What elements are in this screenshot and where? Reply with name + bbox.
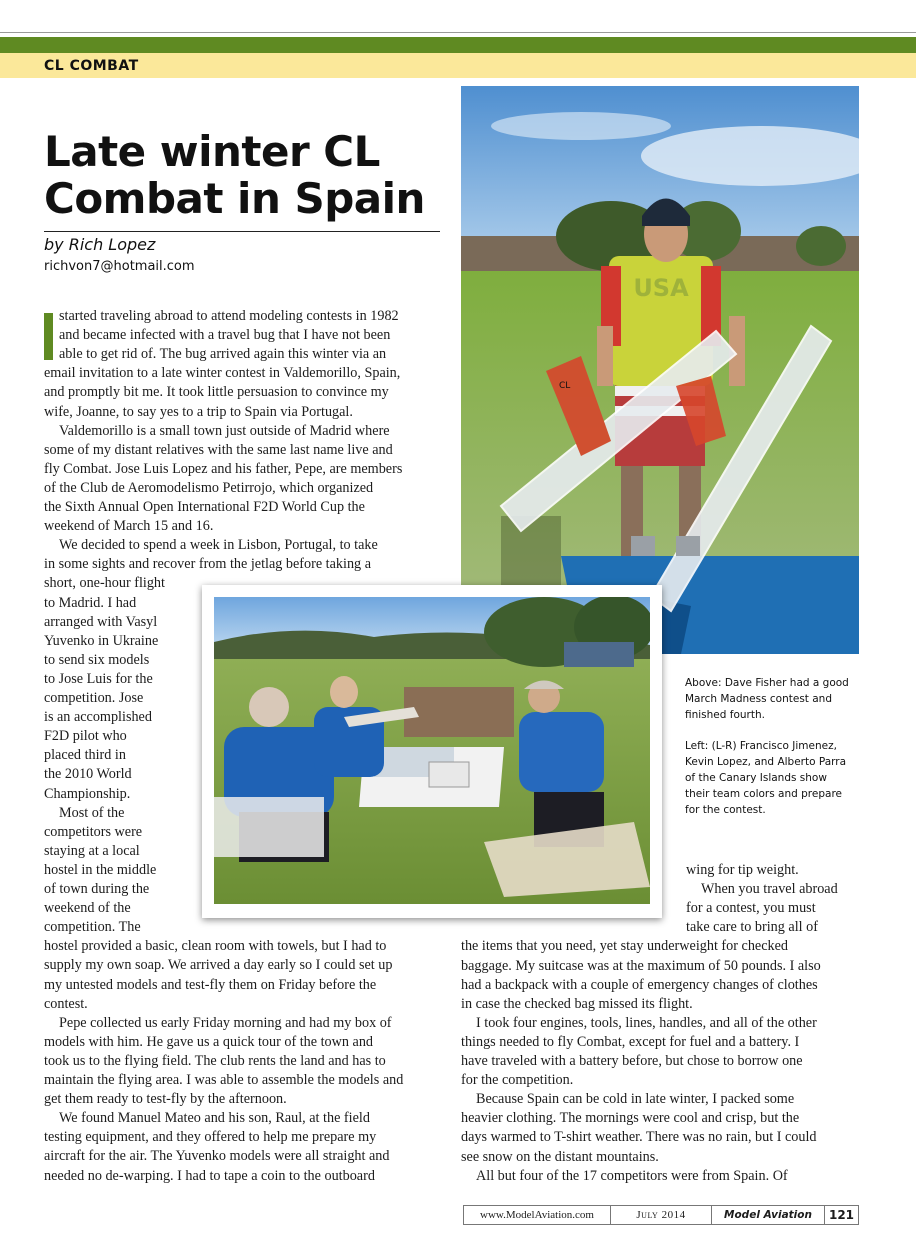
body-line: able to get rid of. The bug arrived again this winter via an [59,346,387,363]
body-line: fly Combat. Jose Luis Lopez and his father, Pepe, are members [44,460,403,477]
caption-line: their team colors and prepare [685,788,842,800]
body-line: weekend of the [44,900,131,917]
body-line: competition. Jose [44,690,144,706]
body-line: of the Club de Aeromodelismo Petirrojo, which organized [44,479,374,496]
body-line: I took four engines, tools, lines, handles, and all of the other [476,1014,817,1031]
footer-date: July 2014 [611,1206,712,1224]
body-line: testing equipment, and they offered to help me prepare my [44,1129,377,1146]
body-line: hostel provided a basic, clean room with towels, but I had to [44,938,387,955]
caption-line: Kevin Lopez, and Alberto Parra [685,756,847,768]
body-line: see snow on the distant mountains. [461,1148,659,1165]
caption-line: Above: Dave Fisher had a good [685,677,849,689]
body-line: Yuvenko in Ukraine [44,632,159,649]
body-line: to send six models [44,651,150,668]
body-line: for the competition. [461,1072,574,1089]
body-line: We decided to spend a week in Lisbon, Portugal, to take [59,537,378,554]
author-email[interactable]: richvon7@hotmail.com [44,259,195,274]
drop-cap-bar [44,313,53,360]
body-line: get them ready to test-fly by the afternoon. [44,1091,287,1108]
footer-website[interactable]: www.ModelAviation.com [464,1206,611,1224]
body-line: wing for tip weight. [686,862,799,878]
body-line: some of my distant relatives with the same last name live and [44,441,393,458]
photo-team-preparing [214,597,650,904]
body-line: baggage. My suitcase was at the maximum of 50 pounds. I also [461,957,821,974]
shirt-lettering: USA [633,274,689,302]
body-line: When you travel abroad [701,881,838,898]
plane-tag: CL [559,381,571,391]
body-line: take care to bring all of [686,919,818,936]
body-line: F2D pilot who [44,728,127,745]
caption-line: of the Canary Islands show [685,772,827,784]
body-line: the 2010 World [44,766,132,783]
body-line: models with him. He gave us a quick tour of the town and [44,1033,374,1050]
caption-line: for the contest. [685,804,766,816]
body-line: staying at a local [44,842,140,859]
body-line: the Sixth Annual Open International F2D World Cup the [44,499,365,515]
body-line: have traveled with a battery before, but chose to borrow one [461,1053,803,1069]
body-line: took us to the flying field. The club rents the land and has to [44,1052,386,1069]
body-line: aircraft for the air. The Yuvenko models were all straight and [44,1148,390,1165]
section-label: CL COMBAT [44,58,139,74]
body-line: had a backpack with a couple of emergency changes of clothes [461,976,818,993]
caption-line: March Madness contest and [685,693,833,705]
body-line: Because Spain can be cold in late winter, I packed some [476,1091,795,1108]
body-line: maintain the flying area. I was able to assemble the models and [44,1072,404,1088]
body-line: We found Manuel Mateo and his son, Raul, at the field [59,1110,370,1127]
body-line: for a contest, you must [686,900,816,917]
photo-pilot-with-planes [461,86,859,654]
body-line: wife, Joanne, to say yes to a trip to Spain via Portugal. [44,403,353,420]
body-line: Pepe collected us early Friday morning and had my box of [59,1014,392,1031]
footer-magazine: Model Aviation [712,1206,825,1224]
byline: by Rich Lopez [44,235,156,254]
section-green-bar [0,37,916,53]
top-rule [0,32,916,33]
photo-inset-frame [202,585,662,918]
body-line: things needed to fly Combat, except for fuel and a battery. I [461,1033,800,1050]
body-line: to Madrid. I had [44,594,137,611]
body-line: needed no de-warping. I had to tape a coin to the outboard [44,1167,375,1184]
footer-page-number: 121 [828,1208,855,1222]
body-line: in some sights and recover from the jetlag before taking a [44,556,371,573]
body-line: email invitation to a late winter contest in Valdemorillo, Spain, [44,365,401,382]
body-line: of town during the [44,881,150,897]
body-line: arranged with Vasyl [44,613,158,630]
headline-rule [44,231,440,232]
body-line: and promptly bit me. It took little persuasion to convince my [44,384,389,401]
caption-line: finished fourth. [685,709,765,721]
body-line: heavier clothing. The mornings were cool and crisp, but the [461,1110,800,1127]
body-line: hostel in the middle [44,861,157,878]
body-line: placed third in [44,747,126,764]
body-line: supply my own soap. We arrived a day early so I could set up [44,957,393,974]
body-line: my untested models and test-fly them on Friday before the [44,976,377,993]
body-line: contest. [44,995,88,1012]
body-line: is an accomplished [44,709,152,726]
caption-line: Left: (L-R) Francisco Jimenez, [685,740,837,752]
body-line: weekend of March 15 and 16. [44,518,214,535]
body-line: to Jose Luis for the [44,670,153,687]
body-line: Championship. [44,785,131,802]
body-line: All but four of the 17 competitors were from Spain. Of [476,1167,788,1184]
body-line: competition. The [44,919,141,936]
headline: Late winter CL Combat in Spain [44,127,425,223]
photo-team-illustration [214,597,650,904]
page-footer [463,1205,859,1225]
photo-pilot-illustration [461,86,859,654]
body-line: in case the checked bag missed its flight. [461,995,693,1012]
body-line: started traveling abroad to attend modeling contests in 1982 [59,308,399,324]
body-line: and became infected with a travel bug that I have not been [59,327,391,344]
body-line: short, one-hour flight [44,575,165,592]
body-line: competitors were [44,823,143,840]
body-line: Valdemorillo is a small town just outside of Madrid where [59,422,390,439]
body-line: days warmed to T-shirt weather. There was no rain, but I could [461,1129,817,1146]
body-line: Most of the [59,804,125,821]
body-line: the items that you need, yet stay underweight for checked [461,938,788,955]
